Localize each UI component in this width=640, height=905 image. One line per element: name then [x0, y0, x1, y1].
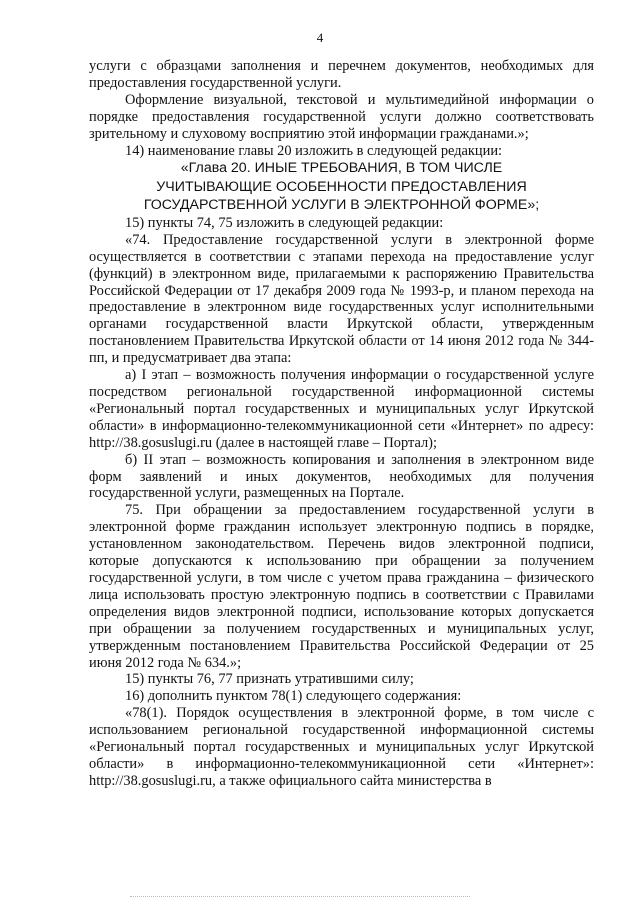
paragraph: 15) пункты 74, 75 изложить в следующей редакции:: [125, 214, 444, 231]
paragraph: «74. Предоставление государственной услуги в электронной форме осуществляется в соответствии с этапами перехода на предоставление услуг (функций) в электронном виде, прилагаемыми к распоряжению Правительства Российской Федерации от 17 декабря 2009 года № 1993-р, и планом перехода на предоставление в электронном виде государственных услуг исполнительными органами государственной власти Иркутской области, утвержденным постановлением Правительства Иркутской области от 14 июня 2012 года № 344-пп, и предусматривает два этапа:: [89, 231, 594, 367]
page-number: 4: [316, 30, 324, 45]
paragraph: 75. При обращении за предоставлением государственной услуги в электронной форме гражданин использует электронную подпись в порядке, установленном законодательством. Перечень видов электронной подписи, которые допускаются к использованию при обращении за получением государственной услуги, в том числе с учетом права гражданина – физического лица использовать простую электронную подпись в соответствии с Правилами определения видов электронной подписи, использование которых допускается при обращении за получением государственных и муниципальных услуг, утвержденным постановлением Правительства Российской Федерации от 25 июня 2012 года № 634.»;: [89, 502, 594, 671]
paragraph: 14) наименование главы 20 изложить в следующей редакции:: [125, 142, 503, 159]
chapter-heading: [89, 159, 594, 215]
chapter-heading-line: ГОСУДАРСТВЕННОЙ УСЛУГИ В ЭЛЕКТРОННОЙ ФОРМЕ»;: [143, 197, 540, 214]
paragraph: Оформление визуальной, текстовой и мультимедийной информации о порядке предоставления государственной услуги должно соответствовать зрительному и слуховому восприятию этой информации гражданами.»;: [89, 91, 594, 142]
paragraph: «78(1). Порядок осуществления в электронной форме, в том числе с использованием региональной государственной информационной системы «Региональный портал государственных и муниципальных услуг Иркутской области» в информационно-телекоммуникационной сети «Интернет»: http://38.gosuslugi.ru, а также официального сайта министерства в: [89, 705, 594, 789]
paragraph: услуги с образцами заполнения и перечнем документов, необходимых для предоставления государственной услуги.: [89, 58, 594, 91]
scan-edge-line: [130, 896, 470, 897]
document-body: [89, 58, 594, 790]
chapter-heading-line: УЧИТЫВАЮЩИЕ ОСОБЕННОСТИ ПРЕДОСТАВЛЕНИЯ: [156, 178, 527, 195]
paragraph: 16) дополнить пунктом 78(1) следующего содержания:: [125, 688, 462, 705]
chapter-heading-line: «Глава 20. ИНЫЕ ТРЕБОВАНИЯ, В ТОМ ЧИСЛЕ: [180, 160, 503, 177]
paragraph: 15) пункты 76, 77 признать утратившими силу;: [125, 671, 414, 688]
paragraph: а) I этап – возможность получения информации о государственной услуге посредством региональной государственной информационной системы «Региональный портал государственных и муниципальных услуг Иркутской области» в информационно-телекоммуникационной сети «Интернет» по адресу: http://38.gosuslugi.ru (далее в настоящей главе – Портал);: [89, 367, 594, 451]
paragraph: б) II этап – возможность копирования и заполнения в электронном виде форм заявлений и иных документов, необходимых для получения государственной услуги, размещенных на Портале.: [89, 451, 594, 502]
